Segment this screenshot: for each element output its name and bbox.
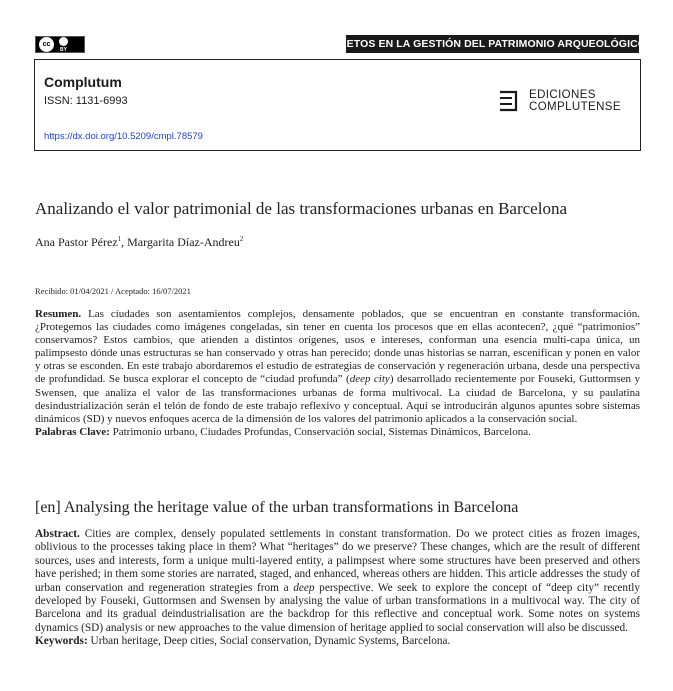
publisher-line-1: EDICIONES — [529, 89, 596, 101]
series-title: RETOS EN LA GESTIÓN DEL PATRIMONIO ARQUEOLÓGICO — [338, 38, 647, 50]
keywords-en-text: Urban heritage, Deep cities, Social conservation, Dynamic Systems, Barcelona. — [87, 635, 451, 648]
cc-text: cc — [42, 41, 51, 48]
series-banner — [338, 35, 647, 53]
keywords-en — [35, 635, 640, 648]
author-name: Ana Pastor Pérez — [35, 235, 118, 249]
by-attribution-icon — [59, 37, 68, 53]
publisher-logo — [497, 89, 621, 113]
cc-by-license-icon — [35, 36, 85, 53]
ediciones-complutense-logo-icon — [497, 89, 519, 113]
abstract-es-text-2: ) desarrollado recientemente por Fouseki, Guttormsen y Swensen, que analiza el valor de las transformaciones urbanas de forma multivocal. La ciudad de Barcelona, y su paulatina desindustrialización serán el telón de fondo de este trabajo reflexivo y conceptual. Aquí se introducirán algunos apuntes sobre sistemas dinámicos (SD) y nuevos enfoques acerca de la dimensión de los valores del patrimonio aplicados a la conservación social. — [35, 373, 640, 425]
keywords-es — [35, 426, 640, 439]
abstract-en-text-1: Cities are complex, densely populated settlements in constant transformation. Do we protect cities as frozen images, oblivious to the processes taking place in them? What “heritages” do we preserve? These changes, which are the result of different sources, uses and interests, form a unique multi-layered entity, a palimpsest where some structures have been preserved and others have perished; in them some stories are narrated, staged, and enhanced, whereas others are hidden. This article addresses the study of urban conservation and regeneration strategies from a — [35, 528, 640, 594]
keywords-es-text: Patrimonio urbano, Ciudades Profundas, Conservación social, Sistemas Dinámicos, Barcelona. — [109, 425, 531, 438]
journal-name: Complutum — [44, 74, 122, 90]
person-icon — [59, 37, 68, 46]
by-text: BY — [60, 46, 67, 53]
author-name: Margarita Díaz-Andreu — [127, 235, 240, 249]
authors-line — [35, 235, 243, 250]
abstract-en — [35, 528, 640, 649]
author-affiliation: 1 — [117, 235, 122, 243]
received-accepted-dates: Recibido: 01/04/2021 / Aceptado: 16/07/2021 — [35, 286, 191, 296]
abstract-es-text-1: Las ciudades son asentamientos complejos, densamente poblados, que se encuentran en constante transformación. ¿Protegemos las ciudades como imágenes congeladas, sin tener en cuenta los procesos que en ellas acontecen?, ¿qué “patrimonios” conservamos? Estos cambios, que atienden a distintos orígenes, usos e intereses, conforman una esencia multi-capa única, un palimpsesto dónde unas estructuras se han conservado y otras han perecido; donde unas historias se narran, escenifican y ponen en valor y otras se esconden. En este trabajo abordaremos el estudio de estrategias de conservación y regeneración urbana, desde una perspectiva de profundidad. Se busca explorar el concepto de “ciudad profunda” ( — [35, 308, 640, 386]
keywords-es-label: Palabras Clave: — [35, 425, 110, 438]
cc-circle-icon — [39, 37, 54, 52]
article-title: Analizando el valor patrimonial de las transformaciones urbanas en Barcelona — [35, 199, 567, 218]
abstract-en-italic: deep — [293, 581, 315, 594]
abstract-en-text-2: perspective. We seek to explore the concept of “deep city” recently developed by Fouseki, Guttormsen and Swensen by analysing the value of urban transformations in a multivocal way. The city of Barcelona and its gradual deindustrialisation are the backdrop for this reflective and conceptual work. Some notes on systems dynamics (SD) analysis or new approaches to the value dimension of heritage applied to social conservation will also be discussed. — [35, 581, 640, 634]
abstract-es-italic: deep city — [349, 373, 390, 386]
keywords-en-label: Keywords: — [35, 635, 88, 648]
publisher-name — [529, 89, 621, 113]
journal-issn: ISSN: 1131-6993 — [44, 95, 128, 107]
abstract-es-label: Resumen. — [35, 308, 82, 320]
abstract-en-label: Abstract. — [35, 528, 80, 540]
publisher-line-2: COMPLUTENSE — [529, 101, 621, 113]
doi-link[interactable]: https://dx.doi.org/10.5209/cmpl.78579 — [44, 131, 203, 142]
author-separator: , — [121, 235, 128, 249]
author-affiliation: 2 — [239, 235, 244, 243]
abstract-es — [35, 308, 640, 439]
journal-info-box — [34, 59, 641, 151]
abstract-en-body — [35, 528, 640, 635]
english-title: [en] Analysing the heritage value of the urban transformations in Barcelona — [35, 499, 519, 516]
abstract-es-body — [35, 308, 640, 426]
